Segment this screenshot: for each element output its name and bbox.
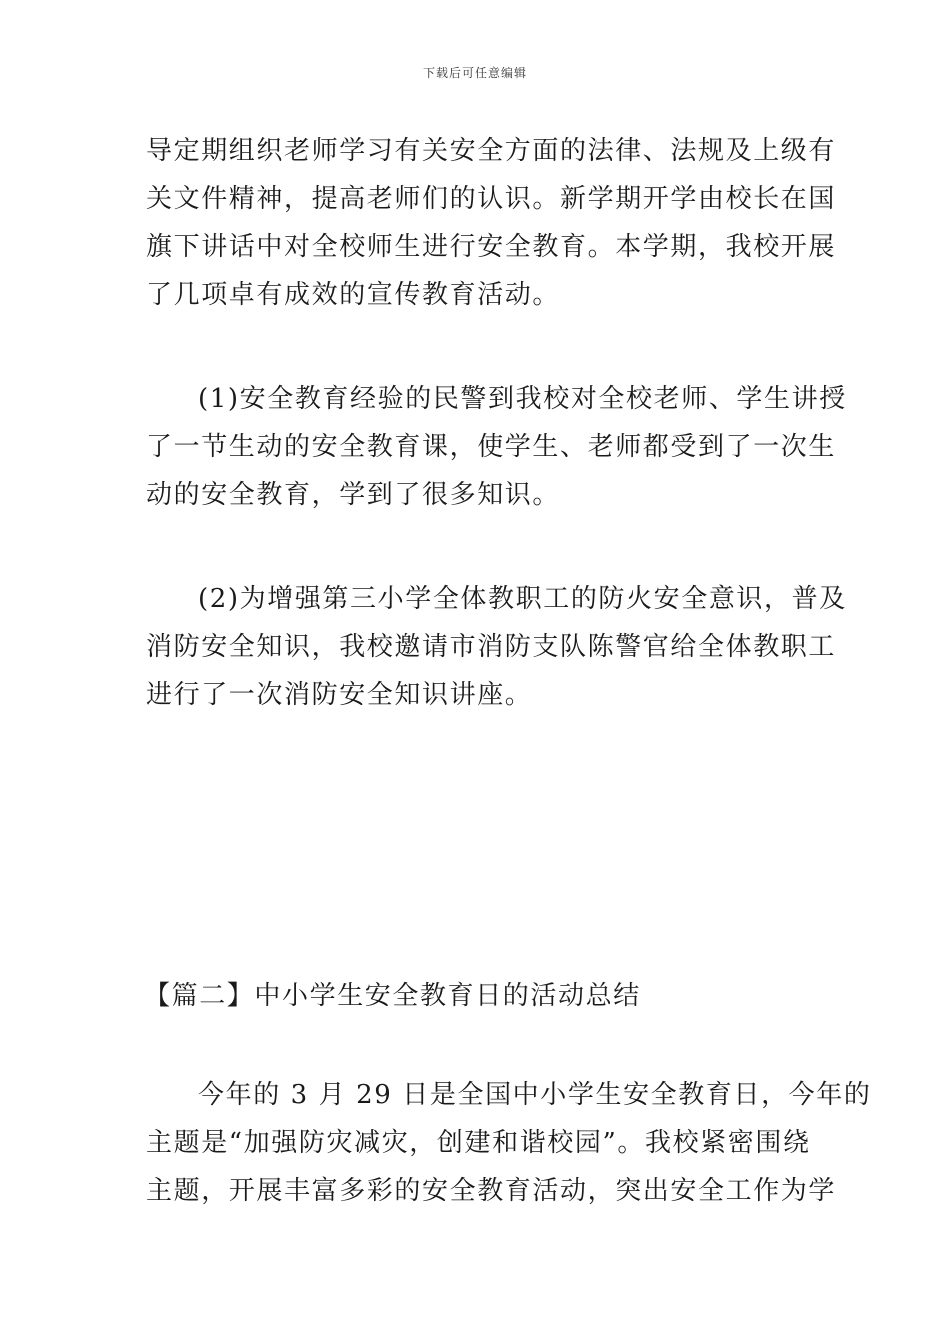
paragraph-line: 主题是“加强防灾减灾，创建和谐校园”。我校紧密围绕 bbox=[146, 1128, 811, 1158]
paragraph-line: 今年的 3 月 29 日是全国中小学生安全教育日，今年的 bbox=[198, 1080, 872, 1110]
paragraph-line: 进行了一次消防安全知识讲座。 bbox=[146, 680, 533, 710]
paragraph-line: 了几项卓有成效的宣传教育活动。 bbox=[146, 280, 561, 310]
paragraph-line: 主题，开展丰富多彩的安全教育活动，突出安全工作为学 bbox=[146, 1176, 837, 1206]
paragraph-line: 导定期组织老师学习有关安全方面的法律、法规及上级有 bbox=[146, 136, 837, 166]
paragraph-line: 了一节生动的安全教育课，使学生、老师都受到了一次生 bbox=[146, 432, 837, 462]
paragraph-line: 消防安全知识，我校邀请市消防支队陈警官给全体教职工 bbox=[146, 632, 837, 662]
paragraph-line: (2)为增强第三小学全体教职工的防火安全意识，普及 bbox=[198, 584, 847, 614]
paragraph-line: 关文件精神，提高老师们的认识。新学期开学由校长在国 bbox=[146, 184, 837, 214]
paragraph-line: 动的安全教育，学到了很多知识。 bbox=[146, 480, 561, 510]
header-note: 下载后可任意编辑 bbox=[422, 66, 527, 80]
paragraph-line: 旗下讲话中对全校师生进行安全教育。本学期，我校开展 bbox=[146, 232, 837, 262]
paragraph-line: (1)安全教育经验的民警到我校对全校老师、学生讲授 bbox=[198, 384, 847, 414]
section-heading: 【篇二】中小学生安全教育日的活动总结 bbox=[144, 981, 641, 1011]
